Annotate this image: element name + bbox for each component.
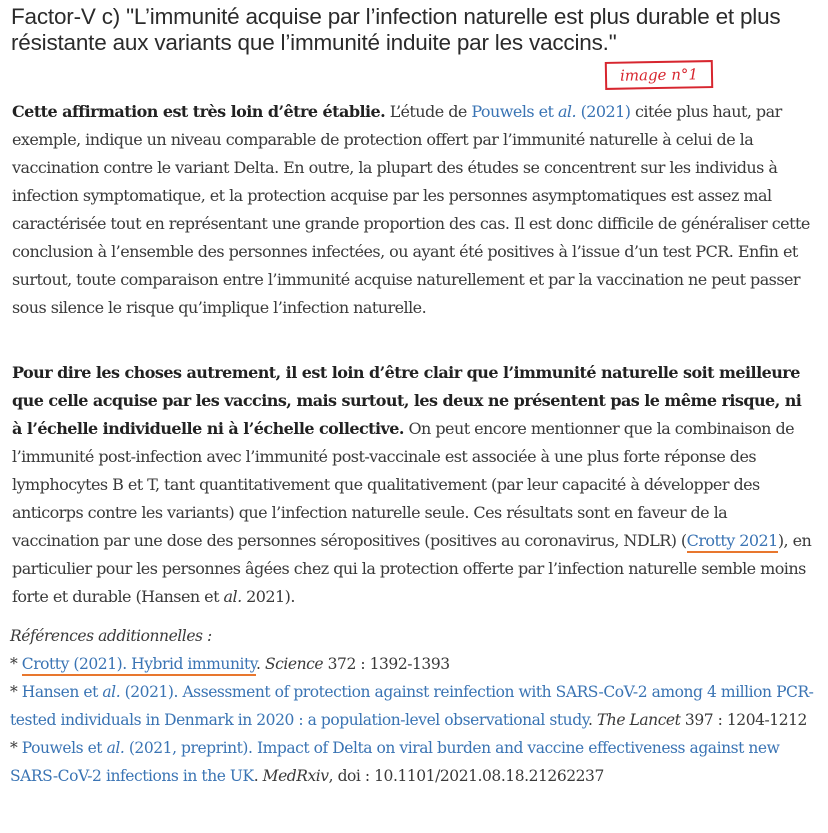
pouwels-link-b: (2021) <box>576 102 631 121</box>
paragraph-2-text-a: On peut encore mentionner que la combinaison de l’immunité post-infection avec l’immunité post-vaccinale est associée à une plus forte réponse des lymphocytes B et T, tant quantitativement que qualitativement (par leur capacité à développer des anticorps contre les variants) que l’infection naturelle seule. Ces résultats sont en faveur de la vaccination par une dose des personnes séropositives (positives au coronavirus, NDLR) ( <box>12 419 795 550</box>
reference-hansen <box>10 678 815 734</box>
reference-crotty-pages: 372 : 1392-1393 <box>323 655 450 673</box>
reference-bullet: * <box>10 739 22 757</box>
references-section <box>10 622 815 790</box>
reference-hansen-pages: 397 : 1204-1212 <box>680 711 807 729</box>
reference-crotty <box>10 650 815 678</box>
references-title: Références additionnelles : <box>10 627 212 645</box>
reference-hansen-journal: The Lancet <box>596 711 681 729</box>
crotty-hybrid-immunity-link[interactable]: Crotty (2021). Hybrid immunity <box>22 655 256 676</box>
paragraph-1-lead: Cette affirmation est très loin d’être établie. <box>12 102 386 121</box>
paragraph-2-text-c: 2021). <box>241 587 295 606</box>
paragraph-2-text-b: ), en particulier pour les personnes âgées chez qui la protection offerte par l’infection naturelle semble moins forte et durable (Hansen et <box>12 531 812 606</box>
paragraph-2-lead: Pour dire les choses autrement, il est loin d’être clair que l’immunité naturelle soit meilleure que celle acquise par les vaccins, mais surtout, les deux ne présentent pas le même risque, ni à l’échelle individuelle ni à l’échelle collective. <box>12 363 802 438</box>
image-number-stamp: image n°1 <box>605 60 713 90</box>
reference-bullet: * <box>10 683 22 701</box>
paragraph-2-em: al. <box>223 587 242 606</box>
reference-pouwels-sep: . <box>253 767 263 785</box>
article-heading: Factor-V c) "L’immunité acquise par l’infection naturelle est plus durable et plus résistante aux variants que l’immunité induite par les vaccins." <box>11 4 781 55</box>
paragraph-1-text-a: L’étude de <box>385 102 472 121</box>
reference-crotty-sep: . <box>256 655 266 673</box>
hansen-link-a: Hansen et <box>21 683 103 701</box>
hansen-link-em: al. <box>102 683 121 701</box>
pouwels-ref-link-a: Pouwels et <box>21 739 107 757</box>
pouwels-link-a: Pouwels et <box>471 102 558 121</box>
paragraph-1-text-b: citée plus haut, par exemple, indique un niveau comparable de protection offert par l’immunité naturelle à celui de la vaccination contre le variant Delta. En outre, la plupart des études se concentrent sur les individus à infection symptomatique, et la protection acquise par les personnes asymptomatiques est assez mal caractérisée tout en représentant une grande proportion des cas. Il est donc difficile de généraliser cette conclusion à l’ensemble des personnes infectées, ou ayant été positives à l’issue d’un test PCR. Enfin et surtout, toute comparaison entre l’immunité acquise naturellement et par la vaccination ne peut passer sous silence le risque qu’implique l’infection naturelle. <box>12 102 810 317</box>
pouwels-link-em: al. <box>557 102 577 121</box>
pouwels-ref-link-em: al. <box>106 739 125 757</box>
paragraph-1 <box>12 98 812 322</box>
reference-bullet: * <box>10 655 22 673</box>
paragraph-2 <box>12 359 812 611</box>
pouwels-ref-link-b: (2021, preprint). Impact of Delta on viral burden and vaccine effectiveness against new SARS-CoV-2 infections in the UK <box>10 739 780 785</box>
crotty-2021-link[interactable]: Crotty 2021 <box>687 531 778 553</box>
pouwels-2021-link[interactable] <box>471 102 630 121</box>
hansen-link-b: (2021). Assessment of protection against reinfection with SARS-CoV-2 among 4 million PCR-tested individuals in Denmark in 2020 : a population-level observational study <box>10 683 814 729</box>
reference-pouwels-doi: , doi : 10.1101/2021.08.18.21262237 <box>328 767 604 785</box>
reference-hansen-sep: . <box>587 711 597 729</box>
reference-pouwels <box>10 734 815 790</box>
reference-pouwels-journal: MedRxiv <box>262 767 329 785</box>
reference-crotty-journal: Science <box>265 655 324 673</box>
